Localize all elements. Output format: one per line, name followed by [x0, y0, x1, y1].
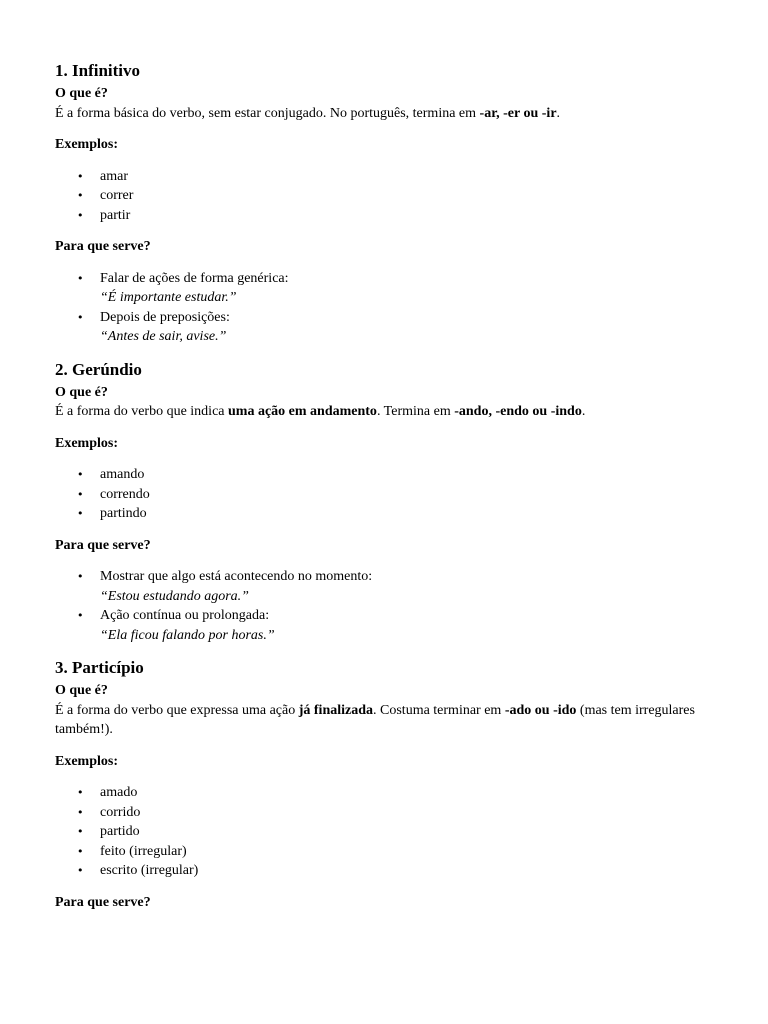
purpose-list	[55, 567, 728, 645]
list-item: • correr	[55, 186, 728, 206]
desc-text: (mas tem irregulares também!).	[55, 702, 695, 737]
bullet-icon: •	[77, 609, 84, 622]
bullet-icon: •	[77, 507, 84, 520]
desc-bold: -ar, -er ou -ir	[479, 105, 557, 121]
example-quote: “Estou estudando agora.”	[100, 588, 249, 604]
section-participio	[55, 657, 728, 912]
section-gerundio	[55, 359, 728, 646]
desc-text: . Termina em	[376, 404, 455, 419]
bullet-icon: •	[77, 189, 84, 202]
examples-label: Exemplos:	[55, 137, 118, 152]
list-item: • feito (irregular)	[55, 842, 728, 862]
bullet-icon: •	[77, 805, 84, 819]
desc-text: É a forma do verbo que indica	[55, 404, 228, 419]
bullet-icon: •	[77, 468, 84, 481]
bullet-icon: •	[77, 786, 84, 799]
list-item: • Mostrar que algo está acontecendo no momento: “Estou estudando agora.”	[55, 567, 728, 606]
list-item: • partindo	[55, 504, 728, 524]
bullet-icon: •	[77, 570, 84, 583]
list-item: • amado	[55, 783, 728, 803]
list-item: • Depois de preposições: “Antes de sair, avise.”	[55, 308, 728, 347]
section-title: 3. Particípio	[55, 658, 144, 677]
example-quote: “É importante estudar.”	[100, 290, 237, 305]
examples-label: Exemplos:	[55, 753, 118, 769]
bullet-icon: •	[77, 169, 84, 183]
description	[55, 104, 728, 124]
example-quote: “Ela ficou falando por horas.”	[100, 627, 275, 643]
list-item: • Falar de ações de forma genérica: “É importante estudar.”	[55, 269, 728, 308]
list-item: • Ação contínua ou prolongada: “Ela ficou falando por horas.”	[55, 606, 728, 645]
purpose-label: Para que serve?	[55, 537, 151, 553]
list-item: • amando	[55, 465, 728, 485]
list-item: • corrido	[55, 803, 728, 823]
section-title: 2. Gerúndio	[55, 359, 142, 379]
what-label: O que é?	[55, 683, 108, 698]
desc-text: .	[556, 105, 561, 121]
purpose-label: Para que serve?	[55, 239, 151, 254]
list-item: • escrito (irregular)	[55, 861, 728, 881]
desc-bold: já finalizada	[298, 702, 374, 718]
desc-text: .	[581, 404, 586, 419]
bullet-icon: •	[77, 310, 84, 324]
desc-text: . Costuma terminar em	[373, 702, 505, 718]
what-label: O que é?	[55, 384, 108, 400]
description	[55, 402, 728, 422]
example-quote: “Antes de sair, avise.”	[100, 329, 227, 344]
section-title: 1. Infinitivo	[55, 61, 141, 80]
what-label: O que é?	[55, 86, 108, 101]
list-item: • correndo	[55, 485, 728, 505]
purpose-list	[55, 269, 728, 347]
examples-list	[55, 167, 728, 226]
bullet-icon: •	[77, 208, 84, 222]
desc-text: É a forma básica do verbo, sem estar conjugado. No português, termina em	[55, 105, 480, 121]
list-item: • amar	[55, 167, 728, 187]
desc-bold: uma ação em andamento	[228, 404, 377, 419]
desc-bold: -ando, -endo ou -indo	[454, 404, 582, 419]
desc-bold: -ado ou -ido	[504, 702, 577, 718]
examples-label: Exemplos:	[55, 435, 118, 451]
description	[55, 701, 728, 740]
examples-list	[55, 465, 728, 524]
section-infinitivo	[55, 60, 728, 347]
bullet-icon: •	[77, 825, 84, 838]
bullet-icon: •	[77, 864, 84, 877]
bullet-icon: •	[77, 487, 84, 501]
bullet-icon: •	[77, 844, 84, 858]
examples-list	[55, 783, 728, 881]
list-item: • partir	[55, 206, 728, 226]
purpose-label: Para que serve?	[55, 894, 151, 910]
desc-text: É a forma do verbo que expressa uma ação	[55, 702, 299, 718]
list-item: • partido	[55, 822, 728, 842]
bullet-icon: •	[77, 271, 84, 285]
